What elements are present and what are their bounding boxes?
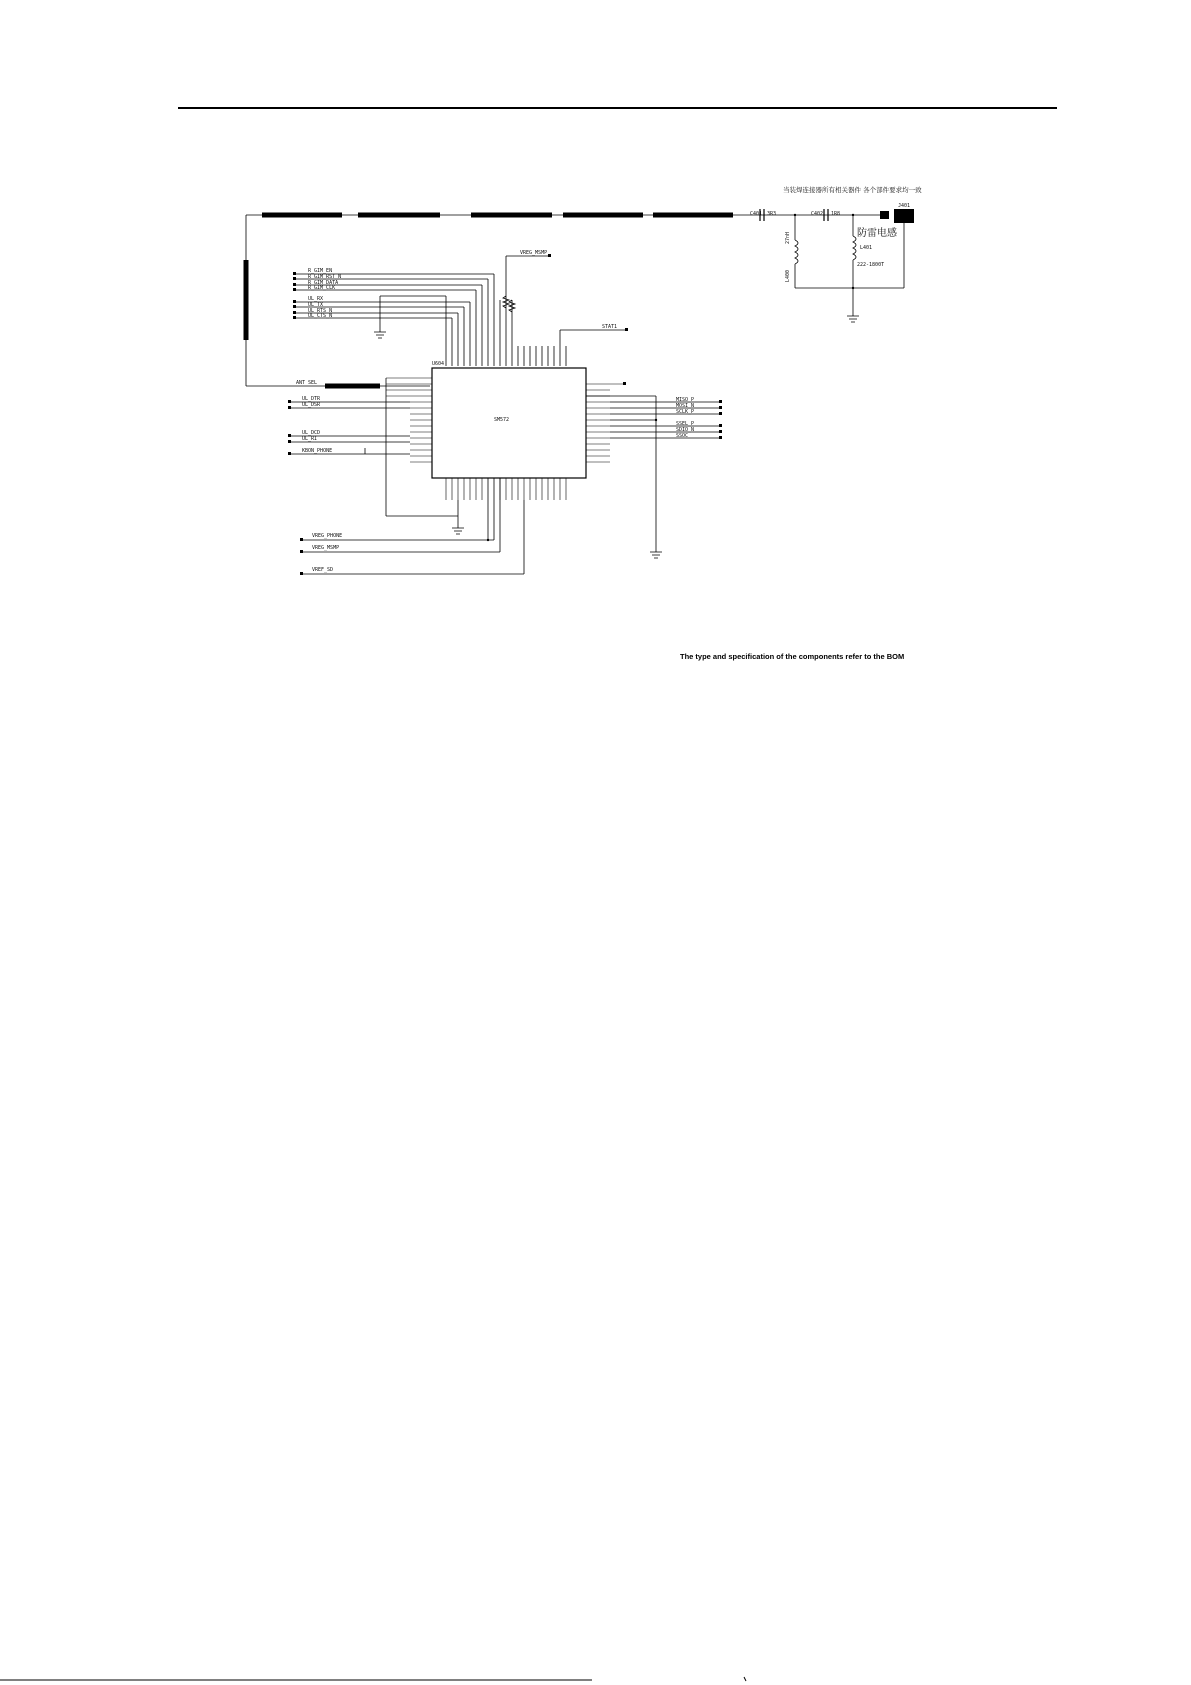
net-right-2: SCLK_P bbox=[676, 409, 695, 415]
net-top-left-2: R_GIM_DATA bbox=[308, 280, 339, 286]
top-left-nets bbox=[293, 268, 494, 366]
net-bottom-0: VREG_PHONE bbox=[312, 533, 343, 539]
cap1-val: 3R3 bbox=[767, 211, 777, 217]
inductor-left-val: 27nH bbox=[785, 231, 791, 244]
net-right-5: SSOC bbox=[676, 433, 689, 439]
net-left-a-0: UL_DTR bbox=[302, 396, 321, 402]
net-mid-left-0: UL_RX bbox=[308, 296, 324, 302]
net-mid-left-3: UL_CTS_N bbox=[308, 313, 333, 319]
net-top-left-3: R_GIM_CLK bbox=[308, 285, 336, 291]
ground-icon bbox=[650, 552, 662, 558]
inductor-left-ref: L400 bbox=[785, 269, 791, 282]
net-mid-left-2: UL_RTS_N bbox=[308, 308, 333, 314]
bottom-nets bbox=[300, 478, 524, 575]
right-nets bbox=[586, 382, 722, 558]
vreg-monitor-net bbox=[500, 250, 628, 366]
inductor-right-icon bbox=[853, 236, 856, 260]
net-right-0: MISO_P bbox=[676, 397, 695, 403]
net-left-a-1: UL_DSR bbox=[302, 402, 321, 408]
rf-protection-circuit bbox=[750, 203, 914, 322]
net-right-1: MOSI_N bbox=[676, 403, 695, 409]
net-right-4: SDIO_N bbox=[676, 427, 695, 433]
net-top-left-0: R_GIM_EN bbox=[308, 268, 333, 274]
net-bottom-2: VREF_SD bbox=[312, 567, 334, 573]
net-mid-left-1: UL_TX bbox=[308, 302, 324, 308]
net-right-3: SSEL_P bbox=[676, 421, 695, 427]
net-left-b-1: UL_RI bbox=[302, 436, 318, 442]
protection-title: 防雷电感 bbox=[857, 228, 897, 239]
net-left-c: KBON_PHONE bbox=[302, 448, 333, 454]
chip-designator: U604 bbox=[432, 361, 445, 367]
chip-name: SM572 bbox=[494, 417, 510, 423]
connector-ref: J401 bbox=[898, 203, 911, 209]
main-chip bbox=[386, 361, 624, 500]
net-bottom-1: VREG_MSMP bbox=[312, 545, 340, 551]
ground-icon bbox=[452, 528, 464, 534]
net-left-b-0: UL_DCD bbox=[302, 430, 321, 436]
net-top-left-1: R_GIM_RST_N bbox=[308, 274, 342, 280]
inductor-left-icon bbox=[795, 240, 798, 264]
bom-footnote: The type and specification of the components refer to the BOM bbox=[680, 652, 905, 661]
ground-icon bbox=[847, 316, 859, 322]
net-vreg-msmp-top: VREG_MSMP bbox=[520, 250, 548, 256]
top-note: 当装焊连接器所有相关器件 各个部件要求均一致 bbox=[783, 186, 922, 194]
net-label-ant-sel: ANT SEL bbox=[296, 380, 318, 386]
cap2-ref: C402 bbox=[811, 211, 824, 217]
connector-icon bbox=[894, 209, 914, 223]
net-stat: STAT1 bbox=[602, 324, 618, 330]
cap1-ref: C401 bbox=[750, 211, 763, 217]
inductor-ref: L401 bbox=[860, 245, 873, 251]
cap2-val: 1R8 bbox=[831, 211, 841, 217]
ground-icon bbox=[374, 332, 386, 338]
inductor-value: 222-1800T bbox=[857, 262, 885, 268]
